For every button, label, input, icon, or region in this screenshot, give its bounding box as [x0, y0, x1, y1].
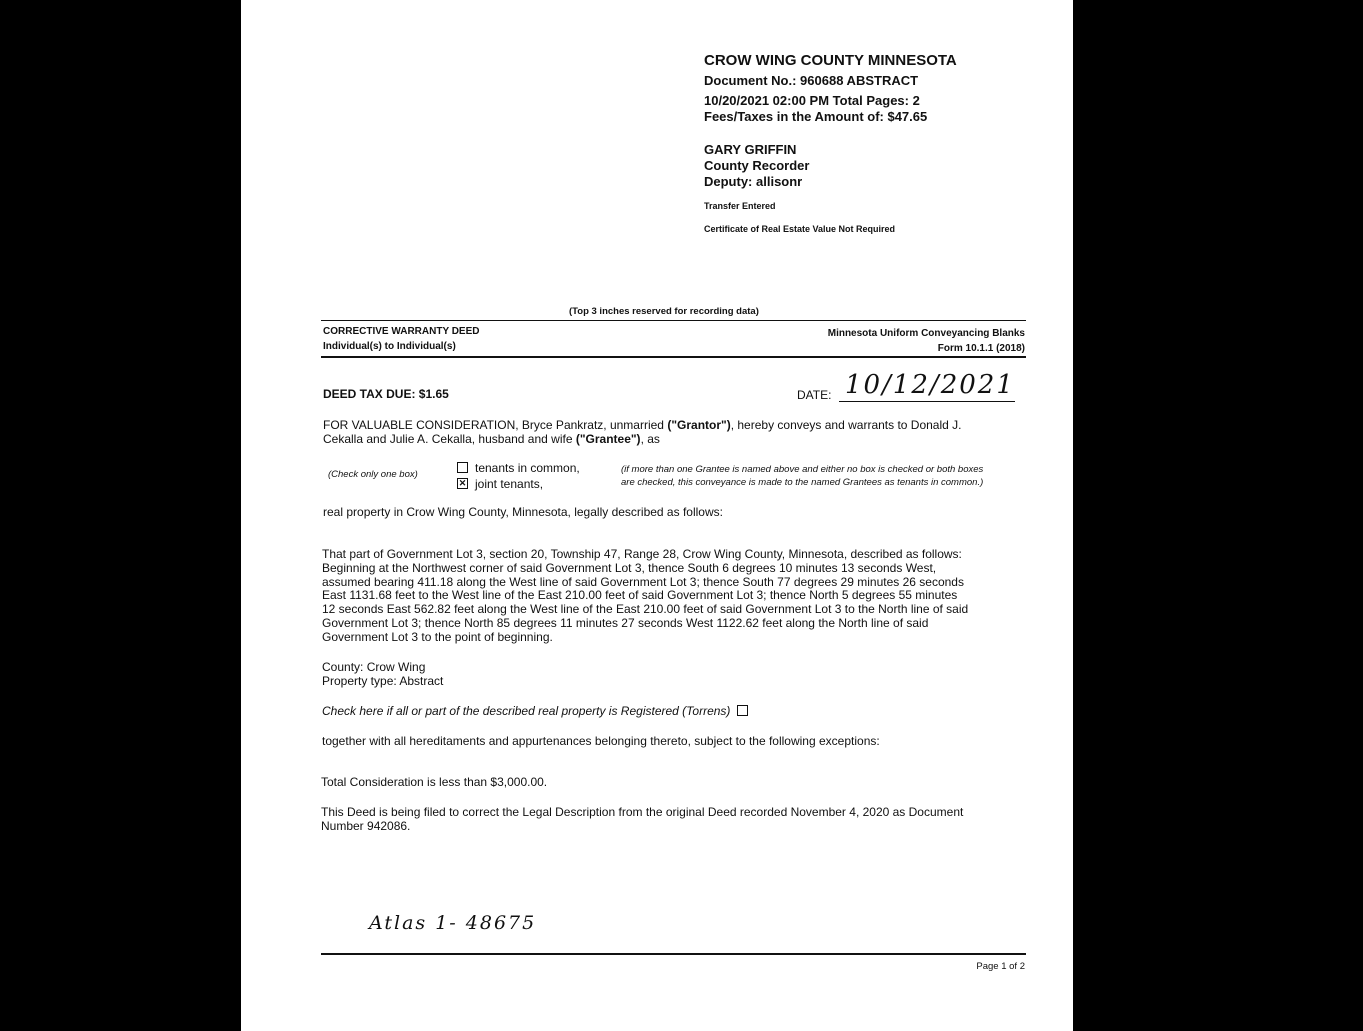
checkbox-torrens[interactable]	[737, 705, 748, 716]
checkbox-tenants-in-common[interactable]	[457, 462, 468, 473]
header-divider	[321, 356, 1026, 358]
form-series: Minnesota Uniform Conveyancing Blanks	[827, 328, 1025, 339]
legal-line: Government Lot 3 to the point of beginning.	[322, 629, 553, 644]
legal-line: 12 seconds East 562.82 feet along the West line of the East 210.00 feet of said Government Lot 3 to the North line of said	[322, 602, 969, 617]
date-value: 10/12/2021	[845, 370, 1015, 400]
consideration-line-2: Cekalla and Julie A. Cekalla, husband and wife ("Grantee"), as	[323, 432, 660, 446]
tenancy-note-2: are checked, this conveyance is made to the named Grantees as tenants in common.)	[621, 477, 984, 488]
legal-line: That part of Government Lot 3, section 20, Township 47, Range 28, Crow Wing County, Minnesota, described as follows:	[322, 547, 962, 561]
recording-datetime: 10/20/2021 02:00 PM Total Pages: 2	[704, 93, 920, 108]
recorder-name: GARY GRIFFIN	[704, 142, 797, 157]
deed-tax-due: DEED TAX DUE: $1.65	[323, 387, 449, 401]
property-intro: real property in Crow Wing County, Minnesota, legally described as follows:	[323, 505, 723, 519]
county: County: Crow Wing	[322, 660, 426, 674]
property-type: Property type: Abstract	[322, 674, 444, 688]
date-label: DATE:	[797, 388, 832, 402]
recorder-title: County Recorder	[704, 158, 810, 173]
legal-line: East 1131.68 feet to the West line of the East 210.00 feet of said Government Lot 3; thence North 5 degrees 55 minutes	[322, 588, 958, 603]
page-number: Page 1 of 2	[976, 961, 1025, 972]
check-only-one-note: (Check only one box)	[328, 469, 418, 480]
handwritten-atlas-note: Atlas 1- 48675	[369, 912, 537, 934]
top-divider	[321, 320, 1026, 321]
fees-taxes: Fees/Taxes in the Amount of: $47.65	[704, 109, 928, 124]
parties-type: Individual(s) to Individual(s)	[323, 341, 456, 352]
deputy: Deputy: allisonr	[704, 174, 803, 189]
legal-line: Government Lot 3; thence North 85 degrees 11 minutes 27 seconds West 1122.62 feet along the North line of said	[322, 615, 929, 630]
legal-line: assumed bearing 411.18 along the West line of said Government Lot 3; thence South 77 degrees 29 minutes 26 seconds	[322, 574, 964, 589]
transfer-entered: Transfer Entered	[704, 201, 776, 211]
exceptions: together with all hereditaments and appurtenances belonging thereto, subject to the following exceptions:	[322, 734, 880, 748]
tenancy-option-joint[interactable]: ✕joint tenants,	[457, 477, 543, 491]
correction-line-1: This Deed is being filed to correct the Legal Description from the original Deed recorded November 4, 2020 as Document	[321, 805, 964, 819]
date-line	[839, 401, 1015, 402]
total-consideration: Total Consideration is less than $3,000.00.	[321, 775, 548, 789]
tenancy-note-1: (if more than one Grantee is named above and either no box is checked or both boxes	[621, 464, 984, 475]
county-title: CROW WING COUNTY MINNESOTA	[704, 52, 957, 69]
tenancy-option-common[interactable]: tenants in common,	[457, 461, 580, 475]
certificate-note: Certificate of Real Estate Value Not Required	[704, 224, 896, 234]
torrens-check[interactable]: Check here if all or part of the described real property is Registered (Torrens)	[322, 704, 755, 718]
document-number: Document No.: 960688 ABSTRACT	[704, 73, 919, 88]
correction-line-2: Number 942086.	[321, 819, 411, 833]
deed-page	[241, 0, 1073, 1031]
form-number: Form 10.1.1 (2018)	[937, 343, 1025, 354]
consideration-line-1: FOR VALUABLE CONSIDERATION, Bryce Pankratz, unmarried ("Grantor"), hereby conveys and warrants to Donald J.	[323, 418, 962, 432]
legal-line: Beginning at the Northwest corner of said Government Lot 3, thence South 6 degrees 10 minutes 13 seconds West,	[322, 560, 937, 575]
checkbox-joint-tenants[interactable]	[457, 478, 468, 489]
reserved-note: (Top 3 inches reserved for recording data)	[569, 306, 759, 317]
legal-description	[322, 548, 968, 645]
deed-type: CORRECTIVE WARRANTY DEED	[323, 326, 480, 337]
footer-divider	[321, 953, 1026, 955]
